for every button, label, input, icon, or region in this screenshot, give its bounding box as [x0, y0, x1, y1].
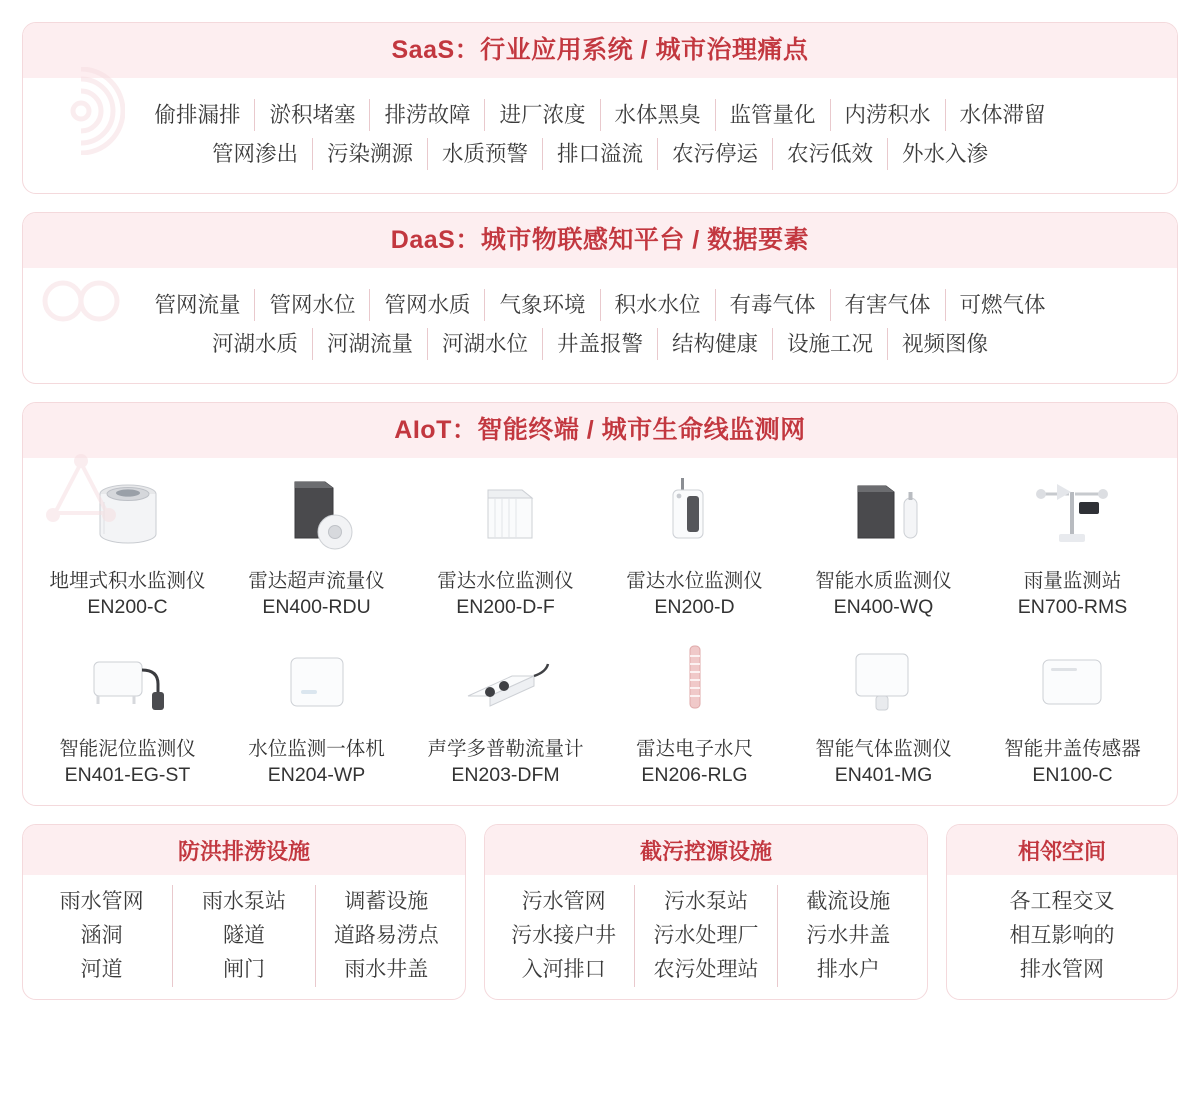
device-model: EN700-RMS	[1017, 595, 1128, 618]
daas-tag: 有毒气体	[715, 289, 830, 321]
facility-column	[634, 885, 776, 987]
daas-row-2	[49, 328, 1151, 360]
daas-tag: 有害气体	[830, 289, 945, 321]
facility-item: 相互影响的	[1009, 923, 1115, 947]
saas-panel	[22, 22, 1178, 194]
daas-tag: 河湖水质	[211, 331, 298, 356]
device-card[interactable]	[33, 468, 222, 631]
daas-tag: 管网水位	[254, 289, 369, 321]
adjacent-space-title: 相邻空间	[1017, 838, 1106, 864]
facility-item: 污水接户井	[511, 923, 617, 947]
saas-tag: 水质预警	[427, 138, 542, 170]
facility-item: 雨水泵站	[201, 889, 286, 913]
daas-tag: 河湖水位	[427, 328, 542, 360]
flood-control-body	[23, 875, 465, 999]
device-model: EN206-RLG	[641, 764, 748, 787]
facility-item: 河道	[80, 957, 123, 981]
device-name: 智能井盖传感器	[1004, 738, 1141, 761]
pollution-interception-panel	[484, 824, 928, 1000]
aiot-panel	[22, 402, 1178, 806]
device-card[interactable]	[978, 636, 1167, 799]
saas-tag: 排口溢流	[542, 138, 657, 170]
facility-item: 调蓄设施	[344, 889, 429, 913]
flood-control-panel	[22, 824, 466, 1000]
saas-tag: 农污低效	[772, 138, 887, 170]
facility-item: 涵洞	[80, 923, 123, 947]
facility-item: 污水管网	[521, 889, 606, 913]
saas-tag: 外水入渗	[887, 138, 1002, 170]
device-name: 雷达超声流量仪	[248, 569, 385, 592]
saas-tag: 管网渗出	[211, 141, 298, 166]
device-card[interactable]	[222, 636, 411, 799]
device-model: EN204-WP	[267, 764, 366, 787]
facility-item: 各工程交叉	[1009, 889, 1115, 913]
device-name: 智能泥位监测仪	[59, 738, 196, 761]
facility-item: 截流设施	[806, 889, 891, 913]
device-name: 水位监测一体机	[248, 738, 385, 761]
facility-item: 隧道	[222, 923, 265, 947]
daas-tag: 设施工况	[772, 328, 887, 360]
daas-panel	[22, 212, 1178, 384]
daas-tag: 可燃气体	[945, 289, 1060, 321]
device-name: 智能水质监测仪	[815, 569, 952, 592]
saas-row-1	[49, 99, 1151, 131]
facility-column	[493, 885, 634, 987]
facility-item: 排水管网	[1020, 957, 1104, 981]
radar-water-level-meter-icon	[630, 472, 760, 558]
radar-water-level-meter-f-icon	[441, 472, 571, 558]
daas-tag: 管网水质	[369, 289, 484, 321]
aiot-header	[23, 403, 1177, 458]
facility-item: 道路易涝点	[333, 923, 439, 947]
daas-body	[23, 268, 1177, 384]
device-card[interactable]	[789, 636, 978, 799]
facility-item: 入河排口	[521, 957, 606, 981]
facility-column	[955, 885, 1169, 987]
flood-control-header	[23, 825, 465, 875]
facility-column	[31, 885, 172, 987]
saas-tag: 排涝故障	[369, 99, 484, 131]
smart-manhole-cover-sensor-icon	[1008, 640, 1138, 726]
daas-tag: 积水水位	[600, 289, 715, 321]
rain-gauge-station-icon	[1008, 472, 1138, 558]
device-card[interactable]	[600, 636, 789, 799]
device-card[interactable]	[411, 468, 600, 631]
pollution-interception-body	[485, 875, 927, 999]
device-name: 声学多普勒流量计	[427, 738, 584, 761]
daas-tag: 河湖流量	[312, 328, 427, 360]
adjacent-space-panel	[946, 824, 1178, 1000]
device-name: 智能气体监测仪	[815, 738, 952, 761]
daas-row-1	[49, 289, 1151, 321]
radar-electronic-water-gauge-icon	[630, 640, 760, 726]
pollution-interception-title: 截污控源设施	[639, 838, 772, 864]
device-card[interactable]	[411, 636, 600, 799]
device-name: 地埋式积水监测仪	[49, 569, 206, 592]
facility-item: 排水户	[816, 957, 880, 981]
saas-tag: 监管量化	[715, 99, 830, 131]
facility-item: 雨水井盖	[344, 957, 429, 981]
facility-item: 污水泵站	[663, 889, 748, 913]
daas-tag: 井盖报警	[542, 328, 657, 360]
device-model: EN200-C	[87, 595, 168, 618]
device-model: EN200-D-F	[456, 595, 555, 618]
facility-column	[172, 885, 314, 987]
device-card[interactable]	[600, 468, 789, 631]
saas-tag: 水体黑臭	[600, 99, 715, 131]
daas-tag: 气象环境	[484, 289, 599, 321]
device-card[interactable]	[789, 468, 978, 631]
facility-item: 污水处理厂	[653, 923, 759, 947]
saas-body	[23, 78, 1177, 194]
saas-tag: 内涝积水	[830, 99, 945, 131]
saas-title: SaaS：行业应用系统 / 城市治理痛点	[391, 36, 809, 64]
device-model: EN401-MG	[834, 764, 933, 787]
facility-panels-row	[22, 824, 1178, 1000]
device-name: 雷达水位监测仪	[626, 569, 763, 592]
flood-control-title: 防洪排涝设施	[177, 838, 310, 864]
daas-title: DaaS：城市物联感知平台 / 数据要素	[390, 226, 810, 254]
smart-water-quality-monitor-icon	[819, 472, 949, 558]
aiot-device-grid	[23, 458, 1177, 805]
device-name: 雷达水位监测仪	[437, 569, 574, 592]
device-name: 雨量监测站	[1023, 569, 1122, 592]
aiot-title: AIoT：智能终端 / 城市生命线监测网	[394, 416, 806, 444]
saas-tag: 淤积堵塞	[254, 99, 369, 131]
device-model: EN400-RDU	[262, 595, 371, 618]
device-model: EN100-C	[1032, 764, 1113, 787]
device-model: EN200-D	[654, 595, 735, 618]
saas-tag: 农污停运	[657, 138, 772, 170]
smart-mud-level-monitor-icon	[63, 640, 193, 726]
device-card[interactable]	[33, 636, 222, 799]
radar-ultrasonic-flowmeter-icon	[252, 472, 382, 558]
device-name: 雷达电子水尺	[635, 738, 753, 761]
adjacent-space-header	[947, 825, 1177, 875]
facility-column	[777, 885, 919, 987]
daas-tag: 视频图像	[887, 328, 1002, 360]
device-model: EN203-DFM	[451, 764, 560, 787]
smart-gas-monitor-icon	[819, 640, 949, 726]
saas-tag: 污染溯源	[312, 138, 427, 170]
pollution-interception-header	[485, 825, 927, 875]
facility-item: 农污处理站	[653, 957, 759, 981]
integrated-water-level-monitor-icon	[252, 640, 382, 726]
device-model: EN401-EG-ST	[64, 764, 191, 787]
facility-item: 污水井盖	[806, 923, 891, 947]
acoustic-doppler-flowmeter-icon	[441, 640, 571, 726]
saas-tag: 进厂浓度	[484, 99, 599, 131]
saas-tag: 水体滞留	[945, 99, 1060, 131]
facility-item: 雨水管网	[59, 889, 144, 913]
adjacent-space-body	[947, 875, 1177, 999]
device-card[interactable]	[978, 468, 1167, 631]
facility-item: 闸门	[222, 957, 265, 981]
device-model: EN400-WQ	[833, 595, 934, 618]
facility-column	[315, 885, 457, 987]
daas-header	[23, 213, 1177, 268]
device-card[interactable]	[222, 468, 411, 631]
daas-tag: 管网流量	[154, 292, 241, 317]
saas-tag: 偷排漏排	[154, 102, 241, 127]
daas-tag: 结构健康	[657, 328, 772, 360]
saas-row-2	[49, 138, 1151, 170]
saas-header	[23, 23, 1177, 78]
buried-water-level-sensor-icon	[63, 472, 193, 558]
